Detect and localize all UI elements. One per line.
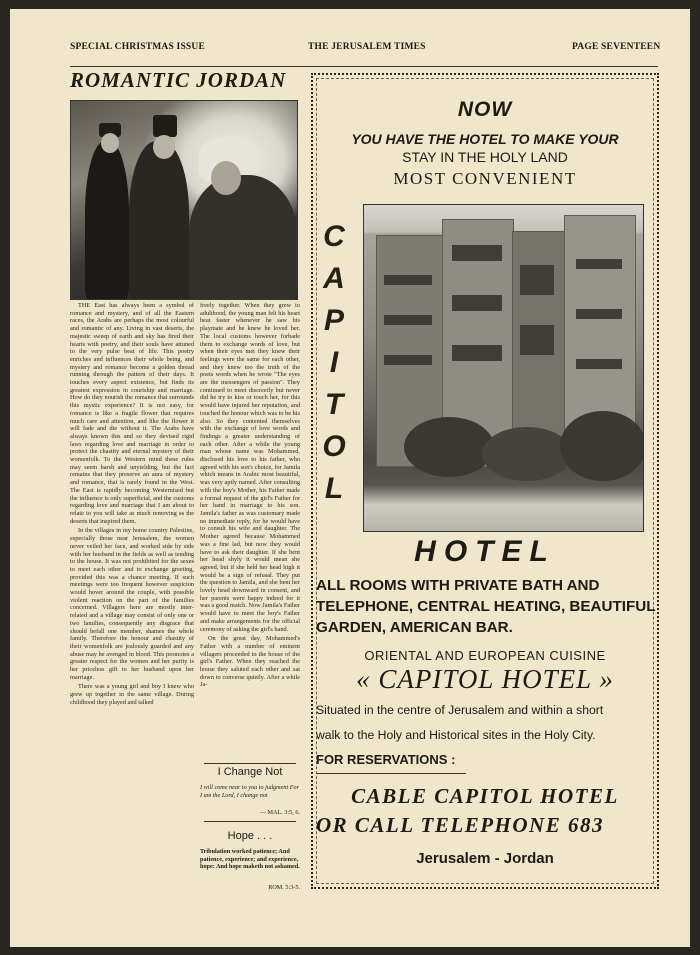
ad-line-1: YOU HAVE THE HOTEL TO MAKE YOUR <box>351 131 619 147</box>
capitol-letter: C <box>323 220 345 253</box>
ad-hotel-word: HOTEL <box>414 535 556 568</box>
box-heading-change: I Change Not <box>217 766 283 778</box>
ad-cuisine: ORIENTAL AND EUROPEAN CUISINE <box>364 648 606 663</box>
ad-line-3: MOST CONVENIENT <box>393 169 577 188</box>
divider <box>316 773 466 774</box>
box-text-hope: Tribulation worked patience; And patience, experience; and experience, hope: And hope maketh not ashamed. <box>200 848 300 871</box>
ad-situated-line-2: walk to the Holy and Historical sites in the Holy City. <box>316 728 596 742</box>
paragraph: freely together. When they grew to adulthood, the young man felt his heart beat faster whenever he saw his playmate and he knew he loved her. The local customs however forbade them to exchange words of love, but when their eyes met they knew their feelings were the same for each other, and they knew too the truth of the poets words when he wrote "The eyes are the messengers of passion". They continued to meet discreetly but never did he try to kiss or touch her, for this would have injured her reputation, and touched the honour which was to be his also. So they contented themselves with the exchange of love words and findings a greater understanding of each other. After a while the young man whose name was Mohammed, disclosed his love to his father, who agreed with his son's choice, for Jamila which means in Arabic most beautiful, was very aptly named. After consulting with the boy's Mother, his Father made a formal request of the girl's Father for her hand in marriage to his son. Jamila's father as was customary made no immediate reply, for he would have to consult his wife and daughter. The Mother agreed because Mohammed was a fine lad, but now they would have to ask their daughter. If she bent her head shyly it would mean she agreed, but if she held her head high it would be a sign of refusal. They put the question to Jamila, and she bent her lovely head downward in consent, and her parents were happy indeed for it was a good match. Now Jamila's Father would have to meet the boy's Father and make arrangements for the official ceremony of asking the girl's hand. <box>200 302 300 633</box>
ad-rooms-line-1: ALL ROOMS WITH PRIVATE BATH AND <box>316 577 600 594</box>
header-rule <box>70 66 658 67</box>
divider <box>204 821 296 822</box>
box-text-change: I will come near to you to judgment For I am the Lord, I change not <box>200 784 299 799</box>
header-issue: SPECIAL CHRISTMAS ISSUE <box>70 42 206 52</box>
divider <box>204 763 296 764</box>
capitol-letter: T <box>324 388 344 421</box>
paragraph: There was a young girl and boy I knew who grew up together in the same village. During childhood they played and talked <box>70 683 194 706</box>
paragraph: In the villages in my home country Palestine, especially those near Jerusalem, the women never veiled her face, and worked side by side with her husband in the fields as well as tending to the house. It was not prohibited for the sexes to meet each other and to exchange greeting, provided this was a chance meeting. If such meetings were too frequent however suspicion would hover around the couple, with possible violent reaction on the part of the families concerned. Villagers here are mostly inter-related and a village may consist of only one or two families, consequently any disgrace that should befall one member, shames the whole family. Therefore the honour and chastity of their womenfolk are jealously guarded and any abuse may be avenged in blood. This promotes a greater respect for the women and her purity is her priceless gift to her husband upon her marriage. <box>70 527 194 681</box>
hotel-photo <box>363 204 644 532</box>
ad-call-telephone: OR CALL TELEPHONE 683 <box>316 813 604 837</box>
ad-rooms-line-3: GARDEN, AMERICAN BAR. <box>316 619 513 636</box>
capitol-letter: O <box>322 430 346 463</box>
box-heading-hope: Hope . . . <box>227 830 273 842</box>
header-paper-name: THE JERUSALEM TIMES <box>308 42 426 52</box>
box-ref-change: — MAL. 3:5, 6. <box>259 809 300 816</box>
header-page-number: PAGE SEVENTEEN <box>572 42 661 52</box>
ad-now: NOW <box>457 98 513 121</box>
article-photo <box>70 100 298 300</box>
paragraph: THE East has always been a symbol of romance and mystery, and of all the Eastern races, the Arabs are perhaps the most colourful and romantic of any. Living in vast deserts, the majestic sweep of earth and sky has fired their hearts with poetry, and their souls have attuned to the very pulse beat of life. This poetry enriches and influences their whole being, and mystery and romance become a golden thread running through the pattern of their days. It touches every aspect existence, but finds its greatest expression in courtship and marriage. How do they nourish the romance that surrounds this mystic experience? It is not easy, for romance is like a fragile flower that requires much care and attention, and like the flower it will fade and die without it. The Arabs have always known this and so they devised rigid laws regarding love and marriage in order to protect the chastity and eternal mystery of their womenfolk. To the Western mind these rules may seem harsh and unyielding, but the fact remains that they preserve an aura of mystery and romance, that is rarely found in the West. The East is rapidly becoming Westernised but the influence is only superficial, and the customs regarding love and marriage that I am about to relate to you will take as much removing as the deserts that inspired them. <box>70 302 194 525</box>
box-ref-hope: ROM. 5:3-5. <box>268 884 300 891</box>
capitol-letter: P <box>323 304 344 337</box>
ad-situated-line-1: Situated in the centre of Jerusalem and within a short <box>316 703 604 717</box>
ad-reservations: FOR RESERVATIONS : <box>316 752 456 767</box>
ad-line-2: STAY IN THE HOLY LAND <box>402 149 568 165</box>
article-column-2 <box>200 302 300 760</box>
paragraph: On the great day, Mohammed's Father with a number of eminent villagers proceeded to the house of the girl's Father. When they reached the house they saluted each other and sat down to converse quietly. After a while Ja- <box>200 635 300 689</box>
article-title: ROMANTIC JORDAN <box>70 68 287 92</box>
ad-rooms-line-2: TELEPHONE, CENTRAL HEATING, BEAUTIFUL <box>316 598 656 615</box>
capitol-letter: A <box>323 262 345 295</box>
ad-location: Jerusalem - Jordan <box>416 850 554 867</box>
capitol-letter: I <box>329 346 339 379</box>
article-column-1 <box>70 302 194 892</box>
ad-cable: CABLE CAPITOL HOTEL <box>351 784 619 808</box>
capitol-letter: L <box>324 472 344 505</box>
ad-hotel-name: « CAPITOL HOTEL » <box>356 664 614 694</box>
